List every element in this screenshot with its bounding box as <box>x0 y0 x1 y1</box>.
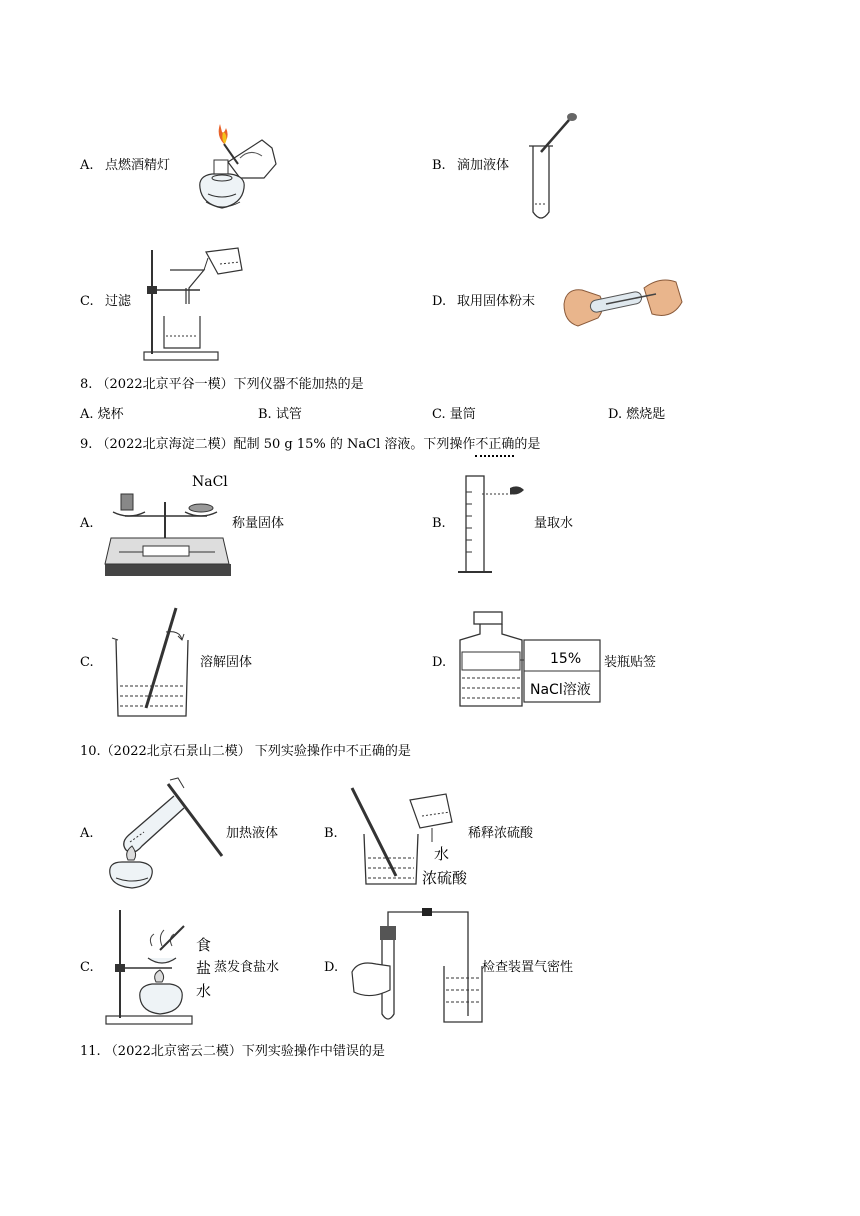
q7-option-c-text: 过滤 <box>105 294 132 309</box>
evaporation-figure <box>100 906 196 1030</box>
q8-option-a: A. 烧杯 <box>80 407 124 422</box>
q9-option-a-text: 称量固体 <box>232 516 285 531</box>
q9-stem <box>80 437 540 453</box>
q10-c-char-shui: 水 <box>196 982 212 1000</box>
q9-stem-emphasis: 不正确 <box>475 437 515 452</box>
q10-option-c-letter: C. <box>80 960 94 975</box>
q9-stem-pre: 9. （2022北京海淀二模）配制 50 g 15% 的 NaCl 溶液。下列操作 <box>80 437 476 452</box>
q9-option-d-text: 装瓶贴签 <box>604 655 657 670</box>
dissolving-solid-figure <box>110 602 194 722</box>
q7-option-a-letter: A. <box>80 158 94 173</box>
q9-option-b-letter: B. <box>432 516 446 531</box>
q10-option-b-letter: B. <box>324 826 338 841</box>
q9-a-nacl-label: NaCl <box>192 474 228 490</box>
q7-option-d-letter: D. <box>432 294 447 309</box>
q10-option-b-text: 稀释浓硫酸 <box>468 826 534 841</box>
taking-solid-powder-figure <box>560 274 685 334</box>
q9-option-a-letter: A. <box>80 516 94 531</box>
q9-option-b-text: 量取水 <box>534 516 574 531</box>
q10-option-a-text: 加热液体 <box>226 826 279 841</box>
q7-option-a-text: 点燃酒精灯 <box>105 158 171 173</box>
filtration-figure <box>142 246 252 364</box>
q10-option-a-letter: A. <box>80 826 94 841</box>
q10-option-c-text: 蒸发食盐水 <box>214 960 280 975</box>
alcohol-lamp-lighting-figure <box>190 118 280 218</box>
q9-option-c-text: 溶解固体 <box>200 655 253 670</box>
q9-d-label-solution: NaCl溶液 <box>530 682 591 698</box>
q7-option-c-letter: C. <box>80 294 94 309</box>
q8-option-d: D. 燃烧匙 <box>608 407 666 422</box>
q11-stem: 11. （2022北京密云二模）下列实验操作中错误的是 <box>80 1044 385 1059</box>
airtightness-check-figure <box>350 906 486 1030</box>
q9-d-label-percent: 15% <box>550 651 582 667</box>
heating-liquid-figure <box>104 776 228 892</box>
q8-stem: 8. （2022北京平谷一模）下列仪器不能加热的是 <box>80 377 364 392</box>
q10-option-d-letter: D. <box>324 960 339 975</box>
q10-c-char-shi: 食 <box>196 936 212 954</box>
q8-option-c: C. 量筒 <box>432 407 476 422</box>
q10-stem: 10.（2022北京石景山二模） 下列实验操作中不正确的是 <box>80 744 411 759</box>
q9-option-d-letter: D. <box>432 655 447 670</box>
q10-b-acid-label: 浓硫酸 <box>422 869 468 887</box>
q7-option-d-text: 取用固体粉末 <box>457 294 536 309</box>
q7-option-b-text: 滴加液体 <box>457 158 510 173</box>
q7-option-b-letter: B. <box>432 158 446 173</box>
q10-option-d-text: 检查装置气密性 <box>482 960 574 975</box>
q8-option-b: B. 试管 <box>258 407 302 422</box>
q9-option-c-letter: C. <box>80 655 94 670</box>
q10-c-char-yan: 盐 <box>196 959 212 977</box>
measuring-cylinder-figure <box>458 472 528 582</box>
q9-stem-post: 的是 <box>514 437 541 452</box>
q10-b-water-label: 水 <box>434 845 450 863</box>
dropper-test-tube-figure <box>525 112 585 227</box>
